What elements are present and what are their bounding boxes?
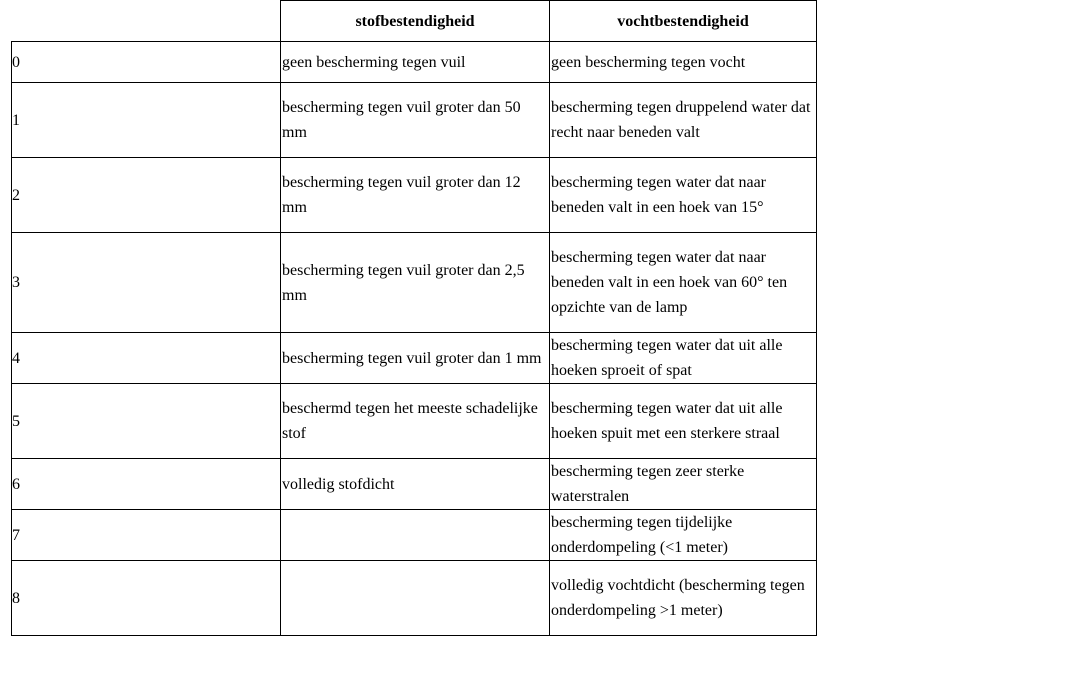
dust-cell: beschermd tegen het meeste schadelijke stof bbox=[281, 384, 550, 459]
header-row bbox=[12, 1, 817, 42]
moisture-cell: bescherming tegen tijdelijke onderdompeling (<1 meter) bbox=[550, 510, 817, 561]
moisture-cell: bescherming tegen water dat uit alle hoeken sproeit of spat bbox=[550, 333, 817, 384]
row-code: 3 bbox=[12, 233, 281, 333]
table-row bbox=[12, 510, 817, 561]
row-code: 8 bbox=[12, 561, 281, 636]
table-row bbox=[12, 561, 817, 636]
moisture-cell: bescherming tegen water dat uit alle hoeken spuit met een sterkere straal bbox=[550, 384, 817, 459]
table-row bbox=[12, 384, 817, 459]
moisture-cell: bescherming tegen zeer sterke waterstralen bbox=[550, 459, 817, 510]
row-code: 7 bbox=[12, 510, 281, 561]
dust-cell bbox=[281, 510, 550, 561]
header-moisture-resistance: vochtbestendigheid bbox=[550, 1, 817, 42]
row-code: 0 bbox=[12, 42, 281, 83]
table-row bbox=[12, 83, 817, 158]
table-row bbox=[12, 158, 817, 233]
row-code: 1 bbox=[12, 83, 281, 158]
dust-cell: bescherming tegen vuil groter dan 2,5 mm bbox=[281, 233, 550, 333]
moisture-cell: bescherming tegen druppelend water dat recht naar beneden valt bbox=[550, 83, 817, 158]
ip-rating-table bbox=[11, 0, 817, 636]
dust-cell: bescherming tegen vuil groter dan 12 mm bbox=[281, 158, 550, 233]
dust-cell: bescherming tegen vuil groter dan 1 mm bbox=[281, 333, 550, 384]
dust-cell: volledig stofdicht bbox=[281, 459, 550, 510]
dust-cell bbox=[281, 561, 550, 636]
dust-cell: geen bescherming tegen vuil bbox=[281, 42, 550, 83]
header-dust-resistance: stofbestendigheid bbox=[281, 1, 550, 42]
moisture-cell: bescherming tegen water dat naar beneden valt in een hoek van 15° bbox=[550, 158, 817, 233]
table-row bbox=[12, 42, 817, 83]
moisture-cell: bescherming tegen water dat naar beneden valt in een hoek van 60° ten opzichte van de lamp bbox=[550, 233, 817, 333]
row-code: 6 bbox=[12, 459, 281, 510]
table-row bbox=[12, 333, 817, 384]
table-row bbox=[12, 459, 817, 510]
row-code: 5 bbox=[12, 384, 281, 459]
row-code: 4 bbox=[12, 333, 281, 384]
table-row bbox=[12, 233, 817, 333]
header-blank-cell bbox=[12, 1, 281, 42]
dust-cell: bescherming tegen vuil groter dan 50 mm bbox=[281, 83, 550, 158]
moisture-cell: geen bescherming tegen vocht bbox=[550, 42, 817, 83]
moisture-cell: volledig vochtdicht (bescherming tegen onderdompeling >1 meter) bbox=[550, 561, 817, 636]
row-code: 2 bbox=[12, 158, 281, 233]
